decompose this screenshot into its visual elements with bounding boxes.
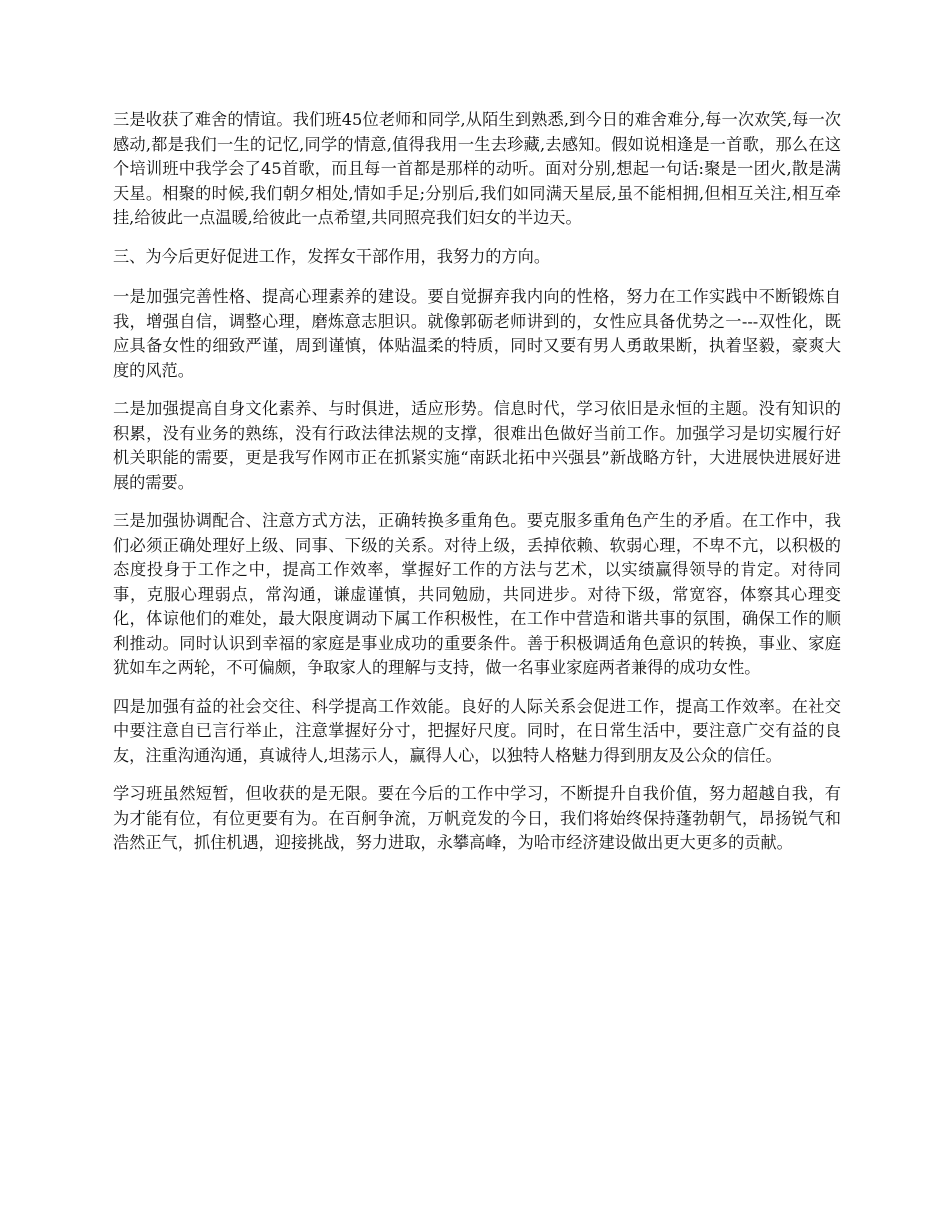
paragraph-coordination: 三是加强协调配合、注意方式方法，正确转换多重角色。要克服多重角色产生的矛盾。在工作中，我们必须正确处理好上级、同事、下级的关系。对待上级，丢掉依赖、软弱心理，不卑不亢，以积极的态度投身于工作之中，提高工作效率，掌握好工作的方法与艺术，以实绩赢得领导的肯定。对待同事，克服心理弱点，常沟通，谦虚谨慎，共同勉励，共同进步。对待下级，常宽容，体察其心理变化，体谅他们的难处，最大限度调动下属工作积极性，在工作中营造和谐共事的氛围，确保工作的顺利推动。同时认识到幸福的家庭是事业成功的重要条件。善于积极调适角色意识的转换，事业、家庭犹如车之两轮，不可偏颇，争取家人的理解与支持，做一名事业家庭两者兼得的成功女性。 xyxy=(113,511,841,677)
paragraph-conclusion: 学习班虽然短暂，但收获的是无限。要在今后的工作中学习，不断提升自我价值，努力超越自我，有为才能有位，有位更要有为。在百舸争流，万帆竞发的今日，我们将始终保持蓬勃朝气，昂扬锐气和浩然正气，抓住机遇，迎接挑战，努力进取，永攀高峰，为哈市经济建设做出更大更多的贡献。 xyxy=(113,784,841,852)
paragraph-culture: 二是加强提高自身文化素养、与时俱进，适应形势。信息时代，学习依旧是永恒的主题。没有知识的积累，没有业务的熟练，没有行政法律法规的支撑，很难出色做好当前工作。加强学习是切实履行好机关职能的需要，更是我写作网市正在抓紧实施“南跃北拓中兴强县”新战略方针，大进展快进展好进展的需要。 xyxy=(113,399,841,492)
paragraph-friendship: 三是收获了难舍的情谊。我们班45位老师和同学,从陌生到熟悉,到今日的难舍难分,每一次欢笑,每一次感动,都是我们一生的记忆,同学的情意,值得我用一生去珍藏,去感知。假如说相逢是一首歌，那么在这个培训班中我学会了45首歌，而且每一首都是那样的动听。面对分别,想起一句话:聚是一团火,散是满天星。相聚的时候,我们朝夕相处,情如手足;分别后,我们如同满天星辰,虽不能相拥,但相互关注,相互牵挂,给彼此一点温暖,给彼此一点希望,共同照亮我们妇女的半边天。 xyxy=(113,110,841,227)
paragraph-character: 一是加强完善性格、提高心理素养的建设。要自觉摒弃我内向的性格，努力在工作实践中不断锻炼自我，增强自信，调整心理，磨炼意志胆识。就像郭砺老师讲到的，女性应具备优势之一---双性化，既应具备女性的细致严谨，周到谨慎，体贴温柔的特质，同时又要有男人勇敢果断，执着坚毅，豪爽大度的风范。 xyxy=(113,287,841,380)
paragraph-social: 四是加强有益的社会交往、科学提高工作效能。良好的人际关系会促进工作，提高工作效率。在社交中要注意自已言行举止，注意掌握好分寸，把握好尺度。同时，在日常生活中，要注意广交有益的良友，注重沟通沟通，真诚待人,坦荡示人，赢得人心，以独特人格魅力得到朋友及公众的信任。 xyxy=(113,696,841,765)
document-page xyxy=(113,108,841,870)
section-heading-direction: 三、为今后更好促进工作，发挥女干部作用，我努力的方向。 xyxy=(113,246,551,266)
